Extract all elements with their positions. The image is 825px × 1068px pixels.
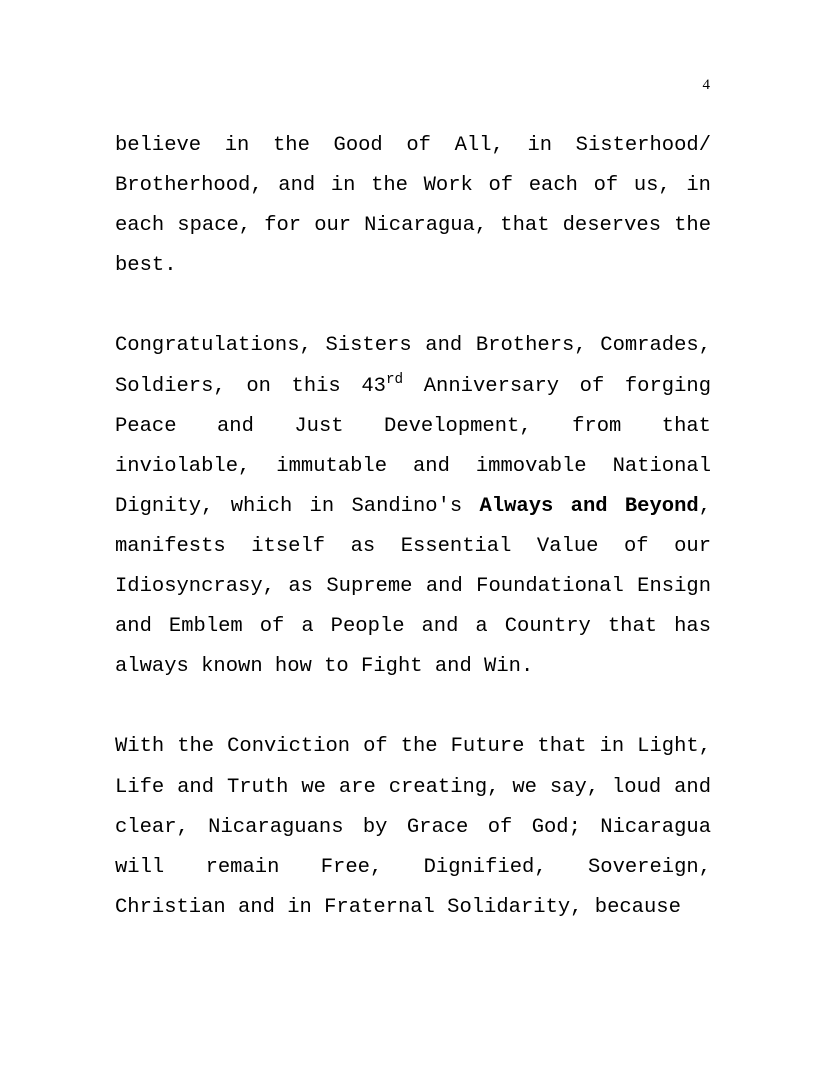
paragraph-2-text-middle: Anniversary of forging Peace and Just Development, from that inviolable, immutable and immovable National Dignity, which in Sandino's [115,374,711,518]
paragraph-1: believe in the Good of All, in Sisterhood/ Brotherhood, and in the Work of each of us, in each space, for our Nicaragua, that deserves the best. [115,134,711,278]
page-number: 4 [702,77,710,93]
paragraph-3: With the Conviction of the Future that in Light, Life and Truth we are creating, we say, loud and clear, Nicaraguans by Grace of God; Nicaragua will remain Free, Dignified, Sovereign, Christian and in Fraternal Solidarity, because [115,735,711,919]
paragraph-2 [115,326,711,687]
paragraph-2-text-start: Congratulations, Sisters and Brothers, Comrades, Soldiers, on this 43 [115,334,711,398]
ordinal-suffix: rd [385,371,404,388]
emphasis-phrase: Always and Beyond [479,494,699,518]
paragraph-2-text-end: , manifests itself as Essential Value of our Idiosyncrasy, as Supreme and Foundational Ensign and Emblem of a People and a Country that has always known how to Fight and Win. [115,494,711,679]
document-body [115,126,711,928]
